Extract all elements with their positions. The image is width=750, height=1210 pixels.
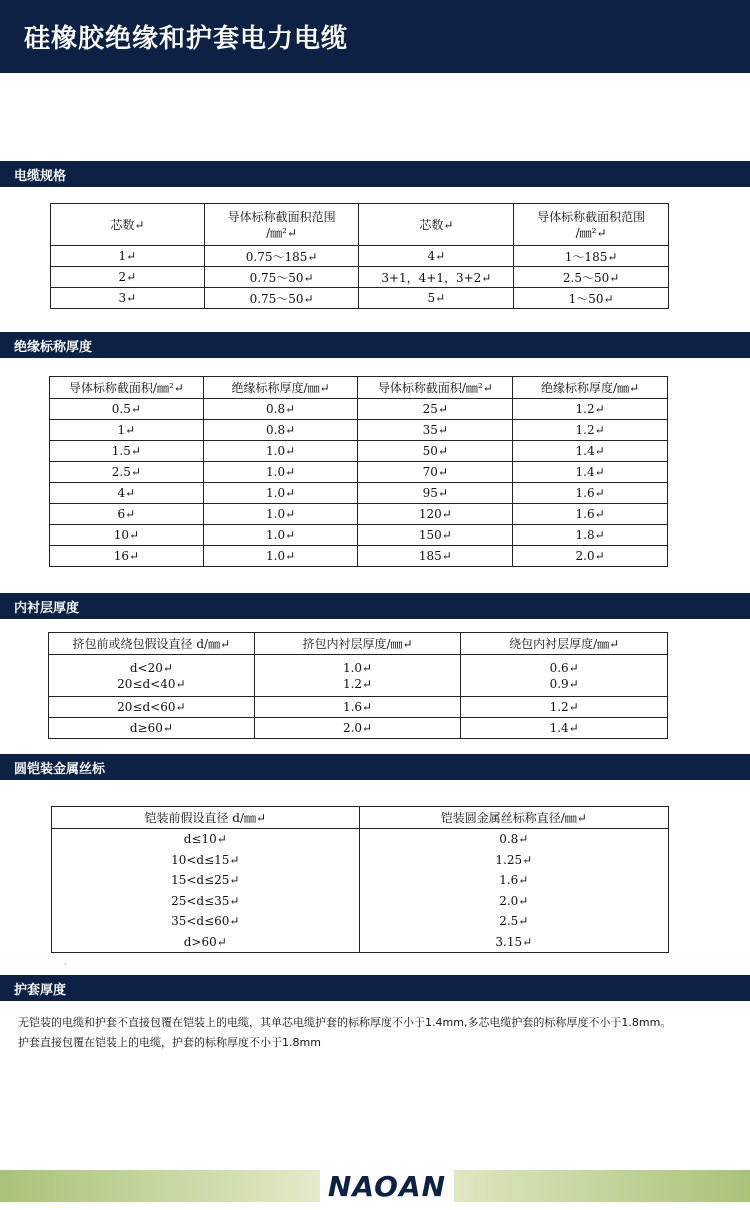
- table-cell: 0.75～50↵: [204, 267, 359, 288]
- table-row: [51, 246, 669, 267]
- table-header-cell: 挤包前或绕包假设直径 d/㎜↵: [49, 633, 255, 655]
- table-cell: 1.4↵: [461, 718, 668, 739]
- page-title: 硅橡胶绝缘和护套电力电缆: [24, 24, 349, 54]
- table-cell: 4↵: [359, 246, 514, 267]
- table-cell: 1.6↵: [254, 697, 461, 718]
- table-cell: 1.0↵: [203, 525, 358, 546]
- table-cell: 1↵: [50, 420, 204, 441]
- table-header-cell: 芯数↵: [359, 204, 514, 246]
- table-cell: 1.8↵: [513, 525, 668, 546]
- table-cell: d<20↵ 20≤d<40↵: [49, 655, 255, 697]
- table-cell: 1.2↵: [461, 697, 668, 718]
- table-cell: 1.0↵: [203, 441, 358, 462]
- table-cell: 1.0↵: [203, 546, 358, 567]
- table-header-cell: 铠装前假设直径 d/㎜↵: [52, 807, 360, 829]
- table-cell: 2↵: [51, 267, 205, 288]
- sheath-note-line-1: 无铠装的电缆和护套不直接包覆在铠装上的电缆，其单芯电缆护套的标称厚度不小于1.4mm,多芯电缆护套的标称厚度不小于1.8mm。: [18, 1016, 672, 1029]
- table-cell: 120↵: [358, 504, 513, 525]
- table-cell: 5↵: [359, 288, 514, 309]
- page-header-banner: [0, 0, 750, 73]
- brand-logo: [320, 1168, 454, 1204]
- table-row: [50, 525, 668, 546]
- table-cell: 3↵: [51, 288, 205, 309]
- table-cell: 1.2↵: [513, 399, 668, 420]
- table-header-row: [49, 633, 668, 655]
- table-cell: 1.4↵: [513, 441, 668, 462]
- table-cell: 1.0↵ 1.2↵: [254, 655, 461, 697]
- table-cell: 3+1，4+1，3+2↵: [359, 267, 514, 288]
- table-row: [49, 718, 668, 739]
- table-cell: 2.5～50↵: [514, 267, 669, 288]
- lining-table: [48, 632, 668, 739]
- table-cell: 0.75～50↵: [204, 288, 359, 309]
- section-title-armour: 圆铠装金属丝标: [14, 762, 106, 777]
- sheath-note-line-2: 护套直接包覆在铠装上的电缆，护套的标称厚度不小于1.8mm: [18, 1036, 321, 1049]
- table-cell: 25↵: [358, 399, 513, 420]
- table-cell: 2.0↵: [513, 546, 668, 567]
- section-bar-sheath: [0, 975, 750, 1001]
- insulation-table: [49, 376, 668, 567]
- table-row: [52, 829, 669, 953]
- table-cell: 0.8↵ 1.25↵ 1.6↵ 2.0↵ 2.5↵ 3.15↵: [359, 829, 668, 953]
- table-cell: 0.8↵: [203, 420, 358, 441]
- table-header-cell: 绝缘标称厚度/㎜↵: [203, 377, 358, 399]
- table-cell: 1.0↵: [203, 504, 358, 525]
- table-cell: 1.4↵: [513, 462, 668, 483]
- table-cell: 70↵: [358, 462, 513, 483]
- table-header-row: [52, 807, 669, 829]
- table-header-cell: 导体标称截面积范围 /㎜²↵: [514, 204, 669, 246]
- table-cell: 0.5↵: [50, 399, 204, 420]
- table-row: [50, 483, 668, 504]
- section-title-spec: 电缆规格: [14, 169, 67, 184]
- table-cell: 150↵: [358, 525, 513, 546]
- table-cell: 1～50↵: [514, 288, 669, 309]
- table-header-row: [51, 204, 669, 246]
- table-cell: 95↵: [358, 483, 513, 504]
- table-header-cell: 导体标称截面积/㎜²↵: [50, 377, 204, 399]
- section-bar-spec: [0, 161, 750, 187]
- table-cell: 10↵: [50, 525, 204, 546]
- table-cell: d≥60↵: [49, 718, 255, 739]
- table-header-cell: 绝缘标称厚度/㎜↵: [513, 377, 668, 399]
- table-header-cell: 绕包内衬层厚度/㎜↵: [461, 633, 668, 655]
- section-bar-lining: [0, 593, 750, 619]
- table-cell: 50↵: [358, 441, 513, 462]
- table-cell: 0.75～185↵: [204, 246, 359, 267]
- table-cell: 0.8↵: [203, 399, 358, 420]
- table-header-cell: 铠装圆金属丝标称直径/㎜↵: [359, 807, 668, 829]
- table-header-cell: 挤包内衬层厚度/㎜↵: [254, 633, 461, 655]
- table-cell: 1.0↵: [203, 462, 358, 483]
- table-cell: 1.2↵: [513, 420, 668, 441]
- table-header-cell: 导体标称截面积范围 /㎜²↵: [204, 204, 359, 246]
- spec-table: [50, 203, 669, 309]
- table-header-row: [50, 377, 668, 399]
- table-cell: 2.0↵: [254, 718, 461, 739]
- stray-dot: ·: [64, 960, 67, 969]
- table-cell: 1.0↵: [203, 483, 358, 504]
- section-title-sheath: 护套厚度: [14, 983, 67, 998]
- table-cell: 1～185↵: [514, 246, 669, 267]
- table-row: [50, 546, 668, 567]
- table-cell: d≤10↵ 10<d≤15↵ 15<d≤25↵ 25<d≤35↵ 35<d≤60↵ d>60↵: [52, 829, 360, 953]
- table-row: [50, 420, 668, 441]
- table-cell: 4↵: [50, 483, 204, 504]
- table-row: [50, 462, 668, 483]
- section-bar-armour: [0, 754, 750, 780]
- armour-table: [51, 806, 669, 953]
- section-title-lining: 内衬层厚度: [14, 601, 80, 616]
- table-cell: 35↵: [358, 420, 513, 441]
- table-cell: 1↵: [51, 246, 205, 267]
- table-row: [50, 441, 668, 462]
- table-cell: 2.5↵: [50, 462, 204, 483]
- table-cell: 185↵: [358, 546, 513, 567]
- table-cell: 1.5↵: [50, 441, 204, 462]
- section-bar-insulation: [0, 332, 750, 358]
- brand-logo-text: NAOAN: [327, 1170, 447, 1203]
- table-row: [49, 655, 668, 697]
- table-cell: 1.6↵: [513, 483, 668, 504]
- table-row: [50, 399, 668, 420]
- table-cell: 16↵: [50, 546, 204, 567]
- table-cell: 0.6↵ 0.9↵: [461, 655, 668, 697]
- table-cell: 6↵: [50, 504, 204, 525]
- table-row: [51, 267, 669, 288]
- section-title-insulation: 绝缘标称厚度: [14, 340, 93, 355]
- table-row: [50, 504, 668, 525]
- table-row: [49, 697, 668, 718]
- table-cell: 1.6↵: [513, 504, 668, 525]
- table-cell: 20≤d<60↵: [49, 697, 255, 718]
- table-header-cell: 导体标称截面积/㎜²↵: [358, 377, 513, 399]
- table-header-cell: 芯数↵: [51, 204, 205, 246]
- table-row: [51, 288, 669, 309]
